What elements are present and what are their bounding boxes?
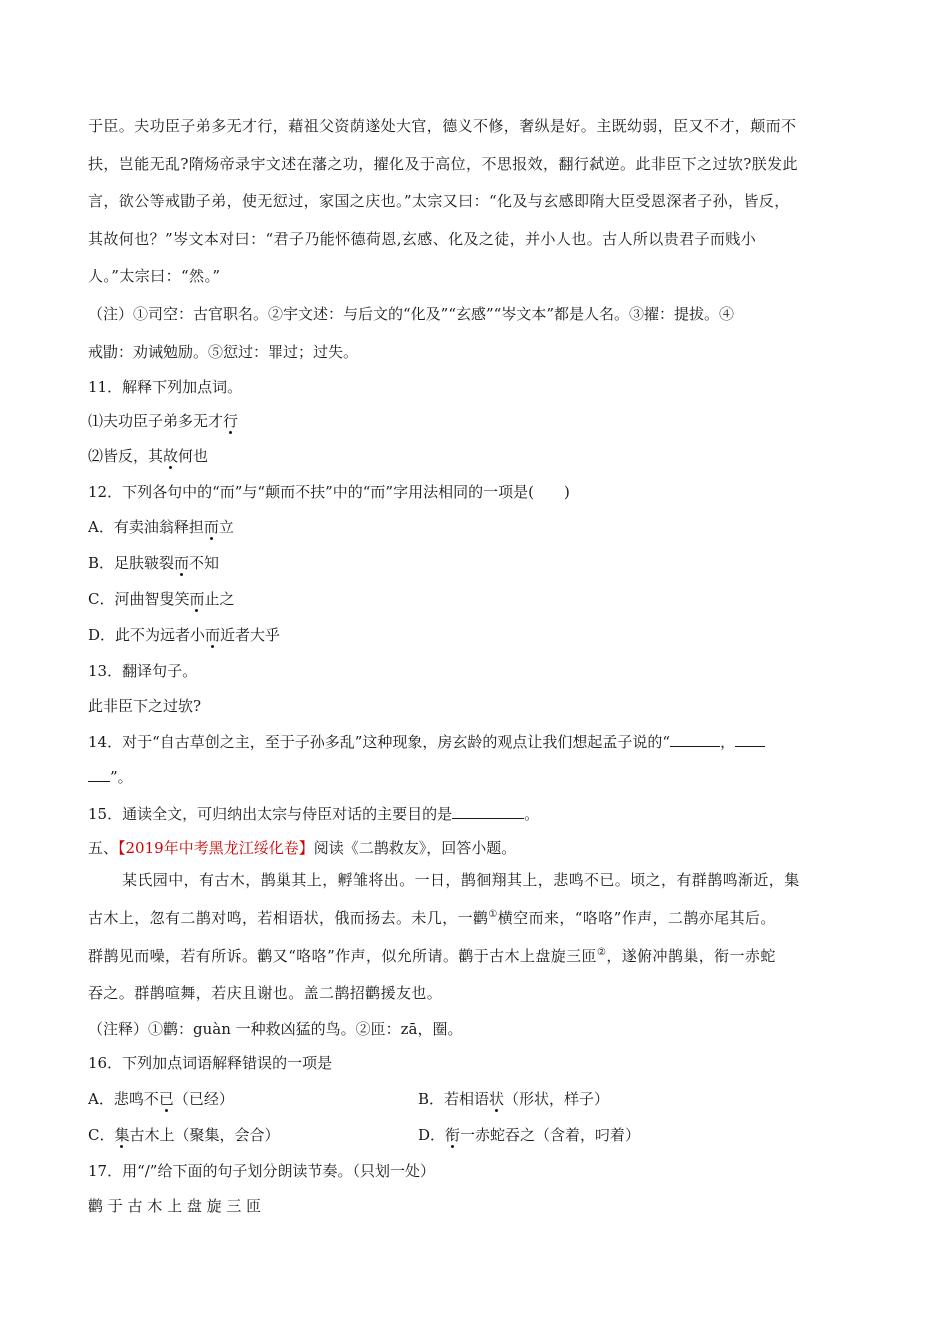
passage-1-line: 扶，岂能无乱?隋炀帝录宇文述在藩之功，擢化及于高位，不思报效，翻行弑逆。此非臣下之过欤?朕发此 [88,154,798,173]
footnote-marker: ① [488,909,498,920]
answer-blank[interactable] [735,732,765,747]
item-text: ⑴夫功臣子弟多无才 [88,412,224,430]
section-5-heading [88,837,863,858]
passage-2-text: ，遂俯冲鹊巢，衔一赤蛇 [606,946,776,965]
section-source: 【2019年中考黑龙江绥化卷】 [118,839,314,857]
question-text: 14．对于“自古草创之主，至于子孙多乱”这种现象，房玄龄的观点让我们想起孟子说的“ [88,733,671,751]
question-12-option-b [88,552,863,573]
dotted-word: 已 [158,1090,174,1108]
option-text: （已经） [173,1090,234,1108]
answer-blank[interactable] [452,804,524,819]
answer-blank[interactable] [88,767,110,782]
question-12-option-c [88,588,863,609]
footnote-marker: ② [596,946,607,958]
option-text: 立 [218,518,234,536]
passage-1 [88,108,863,296]
dotted-word: 状 [489,1090,505,1108]
question-11-item-2 [88,445,863,466]
question-12-option-a [88,516,863,537]
question-16-option-d [418,1124,640,1145]
option-text: A．有卖油翁释担 [88,518,204,536]
dotted-word: 而 [203,518,219,536]
passage-1-line: 言，欲公等戒勖子弟，使无愆过，家国之庆也。”太宗又曰：“化及与玄感即隋大臣受恩深者子孙，皆反， [88,192,790,211]
question-17-sentence: 鹳 于 古 木 上 盘 旋 三 匝 [88,1197,262,1215]
question-16-option-b [418,1088,609,1109]
option-text: 止之 [204,590,235,608]
passage-2-note: （注释）①鹳：guàn 一种救凶猛的鸟。②匝：zā，圈。 [88,1020,463,1038]
question-13-stem: 13．翻译句子。 [88,662,198,680]
passage-2-line-1 [122,862,863,900]
item-text: ⑵皆反，其 [88,447,164,465]
passage-2-text: 古木上，忽有二鹊对鸣，若相语状，俄而扬去。未几，一鹳 [88,909,489,927]
section-number: 五、 [88,839,119,857]
question-16-row-1 [88,1088,863,1109]
passage-2-body [88,900,863,1013]
passage-2-line [88,900,863,938]
question-16-option-c [88,1126,280,1144]
dotted-word: 而 [174,554,190,572]
option-text: （形状，样子） [504,1090,610,1108]
question-text: ， [720,733,736,751]
dotted-word: 行 [223,412,239,430]
passage-1-line: 于臣。夫功臣子弟多无才行，藉祖父资荫遂处大官，德义不修，奢纵是好。主既幼弱，臣又不才，颠而不 [88,117,797,135]
dotted-word: 衔 [445,1126,461,1144]
passage-2-line [88,938,863,976]
question-12-stem: 12．下列各句中的“而”与“颠而不扶”中的“而”字用法相同的一项是( ) [88,483,570,501]
question-11-item-1 [88,410,863,431]
option-text: 不知 [189,554,220,572]
passage-2-line: 吞之。群鹊喧舞，若庆且谢也。盖二鹊招鹳援友也。 [88,984,443,1003]
option-text: A．悲鸣不 [88,1090,159,1108]
question-16-stem: 16．下列加点词语解释错误的一项是 [88,1054,333,1072]
question-text: 15．通读全文，可归纳出太宗与侍臣对话的主要目的是 [88,805,453,823]
question-text: 。 [524,805,540,823]
option-text: 近者大乎 [220,626,281,644]
dotted-word: 而 [205,626,221,644]
option-text: 一赤蛇吞之（含着，叼着） [460,1126,641,1144]
option-text: C．河曲智叟笑 [88,590,190,608]
question-15 [88,803,863,824]
question-12-option-d [88,624,863,645]
option-text: B．足肤皲裂 [88,554,175,572]
option-text: B．若相语 [418,1090,490,1108]
question-14-line-1 [88,731,863,752]
question-13-sentence: 此非臣下之过欤? [88,697,202,715]
question-14-line-2 [88,766,863,787]
passage-2-text: 某氏园中，有古木，鹊巢其上，孵雏将出。一日，鹊徊翔其上，悲鸣不已。顷之，有群鹊鸣渐近，集 [122,871,800,889]
section-title: 阅读《二鹊救友》，回答小题。 [313,839,517,857]
option-text: C． [88,1126,115,1144]
question-16-option-a [88,1090,234,1108]
item-text: 何也 [178,447,209,465]
option-text: D． [418,1126,446,1144]
question-text: ”。 [110,768,133,786]
passage-1-note-line: 戒勖：劝诫勉励。⑤愆过：罪过；过失。 [88,343,359,361]
dotted-word: 而 [189,590,205,608]
passage-1-note-line: （注）①司空：古官职名。②宇文述：与后文的“化及”“玄感”“岑文本”都是人名。③擢：提拔。④ [88,305,735,323]
passage-2-text: 群鹊见而噪，若有所诉。鹳又“咯咯”作声，似允所请。鹳于古木上盘旋三匝 [88,946,597,965]
passage-1-line: 其故何也？”岑文本对曰：“君子乃能怀德荷恩,玄感、化及之徒，并小人也。古人所以贵君子而贱小 [88,229,757,248]
question-17-stem: 17．用“/”给下面的句子划分朗读节奏。（只划一处） [88,1162,435,1180]
option-text: 古木上（聚集，会合） [129,1126,280,1144]
answer-blank[interactable] [670,732,720,747]
question-11-stem: 11．解释下列加点词。 [88,378,243,396]
dotted-word: 集 [114,1126,130,1144]
question-16-row-2 [88,1124,863,1145]
passage-1-line: 人。”太宗曰：“然。” [88,267,221,286]
passage-2-text: 横空而来，“咯咯”作声，二鹊亦尾其后。 [497,909,776,927]
dotted-word: 故 [163,447,179,465]
option-text: D．此不为远者小 [88,626,206,644]
